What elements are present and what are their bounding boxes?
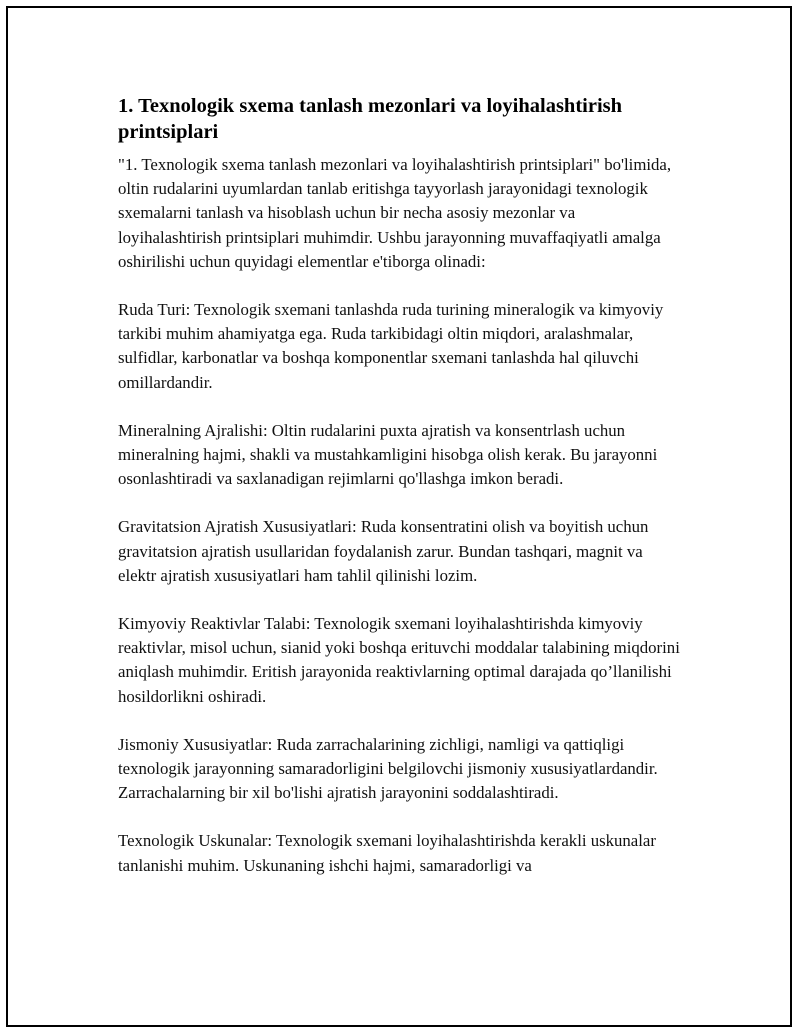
section-heading: 1. Texnologik sxema tanlash mezonlari va loyihalashtirish printsiplari xyxy=(118,95,623,143)
document-body xyxy=(118,93,682,902)
paragraph-ruda-turi: Ruda Turi: Texnologik sxemani tanlashda ruda turining mineralogik va kimyoviy tarkibi muhim ahamiyatga ega. Ruda tarkibidagi oltin miqdori, aralashmalar, sulfidlar, karbonatlar va boshqa komponentlar sxemani tanlashda hal qiluvchi omillardandir. xyxy=(118,300,664,392)
intro-paragraph: "1. Texnologik sxema tanlash mezonlari va loyihalashtirish printsiplari" bo'limida, oltin rudalarini uyumlardan tanlab eritishga tayyorlash jarayonidagi texnologik sxemalarni tanlash va hisoblash uchun bir necha asosiy mezonlar va loyihalashtirish printsiplari muhimdir. Ushbu jarayonning muvaffaqiyatli amalga oshirilishi uchun quyidagi elementlar e'tiborga olinadi: xyxy=(118,155,672,271)
paragraph-texnologik-uskunalar: Texnologik Uskunalar: Texnologik sxemani loyihalashtirishda kerakli uskunalar tanlanishi muhim. Uskunaning ishchi hajmi, samaradorligi va xyxy=(118,831,656,875)
paragraph-mineralning-ajralishi: Mineralning Ajralishi: Oltin rudalarini puxta ajratish va konsentrlash uchun mineralning hajmi, shakli va mustahkamligini hisobga olish kerak. Bu jarayonni osonlashtiradi va saxlanadigan rejimlarni qo'llashga imkon beradi. xyxy=(118,420,658,489)
paragraph-jismoniy-xususiyatlar: Jismoniy Xususiyatlar: Ruda zarrachalarining zichligi, namligi va qattiqligi texnologik jarayonning samaradorligini belgilovchi jismoniy xususiyatlardandir. Zarrachalarning bir xil bo'lishi ajratish jarayonini soddalashtiradi. xyxy=(118,734,658,803)
paragraph-gravitatsion-ajratish: Gravitatsion Ajratish Xususiyatlari: Ruda konsentratini olish va boyitish uchun gravitatsion ajratish usullaridan foydalanish zarur. Bundan tashqari, magnit va elektr ajratish xususiyatlari ham tahlil qilinishi lozim. xyxy=(118,517,649,585)
paragraph-kimyoviy-reaktivlar: Kimyoviy Reaktivlar Talabi: Texnologik sxemani loyihalashtirishda kimyoviy reaktivlar, misol uchun, sianid yoki boshqa erituvchi moddalar talabining miqdorini aniqlash muhimdir. Eritish jarayonida reaktivlarning optimal darajada qo’llanilishi hosildorlikni oshiradi. xyxy=(118,614,680,706)
